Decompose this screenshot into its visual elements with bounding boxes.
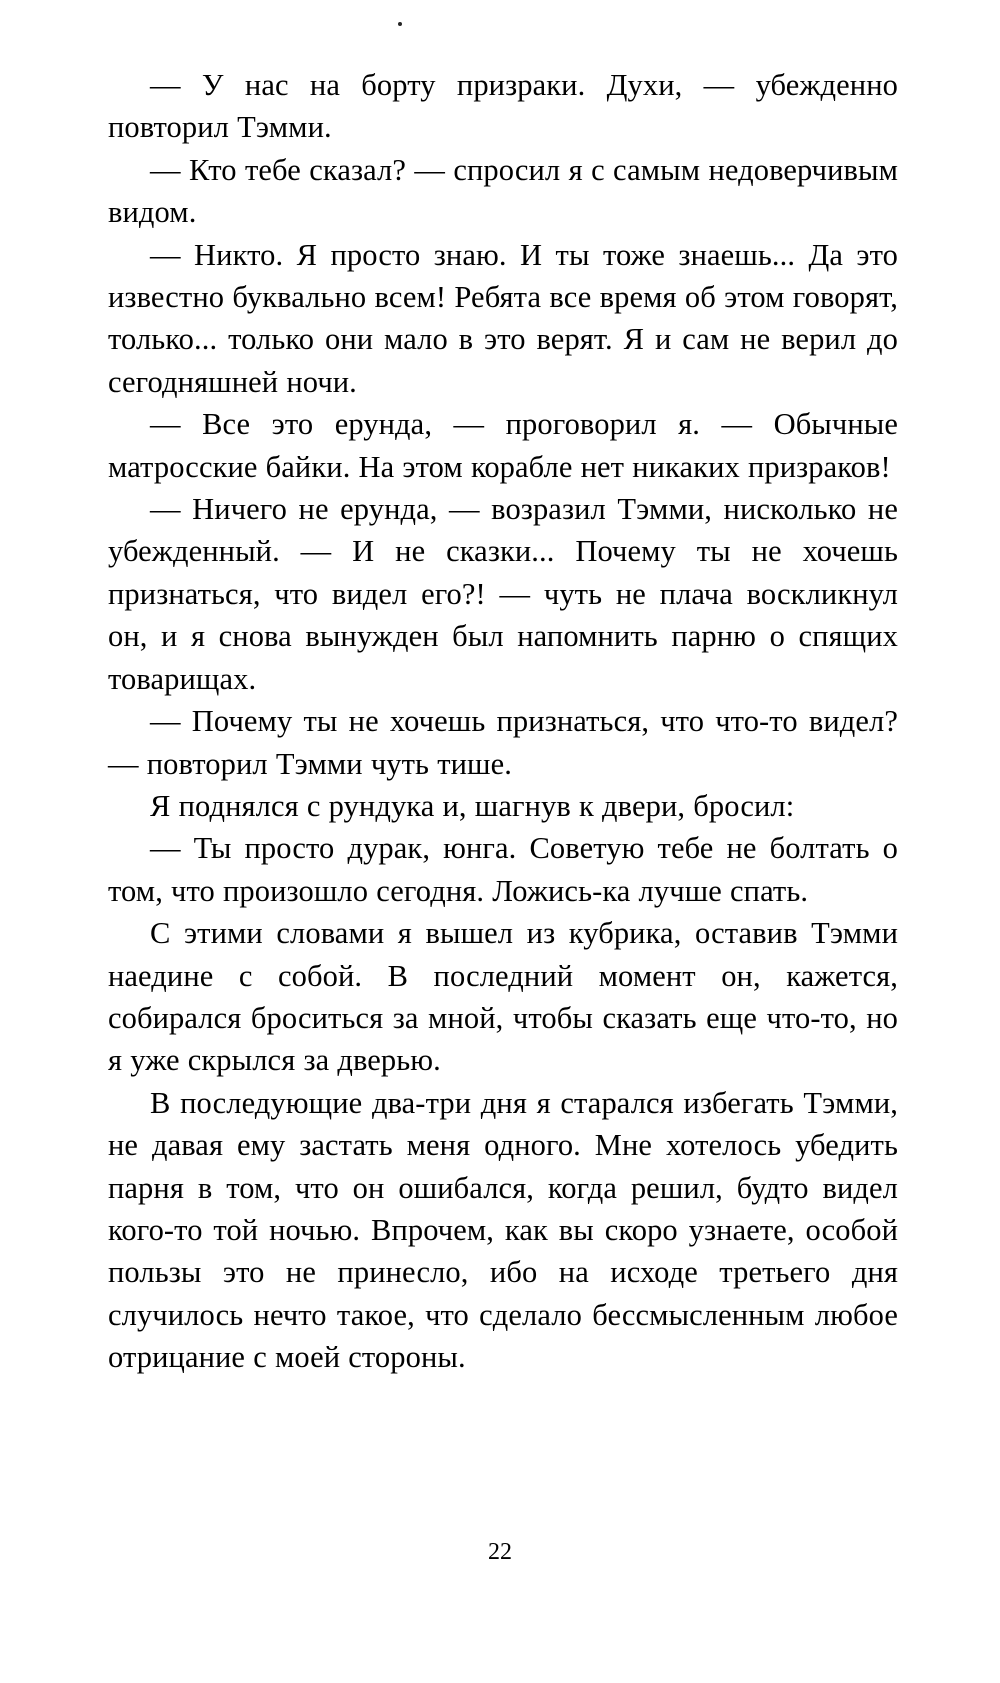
paragraph: — Кто тебе сказал? — спросил я с самым недоверчивым видом. <box>108 152 898 230</box>
paragraph: — У нас на борту призраки. Духи, — убежденно повторил Тэмми. <box>108 68 898 145</box>
paragraph: — Все это ерунда, — проговорил я. — Обычные матросские байки. На этом корабле нет никаких призраков! <box>108 407 898 484</box>
paragraph: — Ты просто дурак, юнга. Советую тебе не болтать о том, что произошло сегодня. Ложись-ка лучше спать. <box>108 831 898 908</box>
body-text-column <box>108 64 898 1379</box>
paragraph: С этими словами я вышел из кубрика, оставив Тэмми наедине с собой. В последний момент он, кажется, собирался броситься за мной, чтобы сказать еще что-то, но я уже скрылся за дверью. <box>108 916 898 1078</box>
paragraph: — Ничего не ерунда, — возразил Тэмми, нисколько не убежденный. — И не сказки... Почему ты не хочешь признаться, что видел его?! — чуть не плача воскликнул он, и я снова вынужден был напомнить парню о спящих товарищах. <box>108 492 898 696</box>
paragraph: Я поднялся с рундука и, шагнув к двери, бросил: <box>150 788 795 823</box>
page-number: 22 <box>488 1539 512 1565</box>
paragraph: В последующие два-три дня я старался избегать Тэмми, не давая ему застать меня одного. Мне хотелось убедить парня в том, что он ошибался, когда решил, будто видел кого-то той ночью. Впрочем, как вы скоро узнаете, особой пользы это не принесло, ибо на исходе третьего дня случилось нечто такое, что сделало бессмысленным любое отрицание с моей стороны. <box>108 1085 898 1375</box>
page-top-mark <box>398 22 402 26</box>
paragraph: — Никто. Я просто знаю. И ты тоже знаешь... Да это известно буквально всем! Ребята все время об этом говорят, только... только они мало в это верят. Я и сам не верил до сегодняшней ночи. <box>108 237 898 399</box>
paragraph: — Почему ты не хочешь признаться, что что-то видел? — повторил Тэмми чуть тише. <box>108 704 898 781</box>
